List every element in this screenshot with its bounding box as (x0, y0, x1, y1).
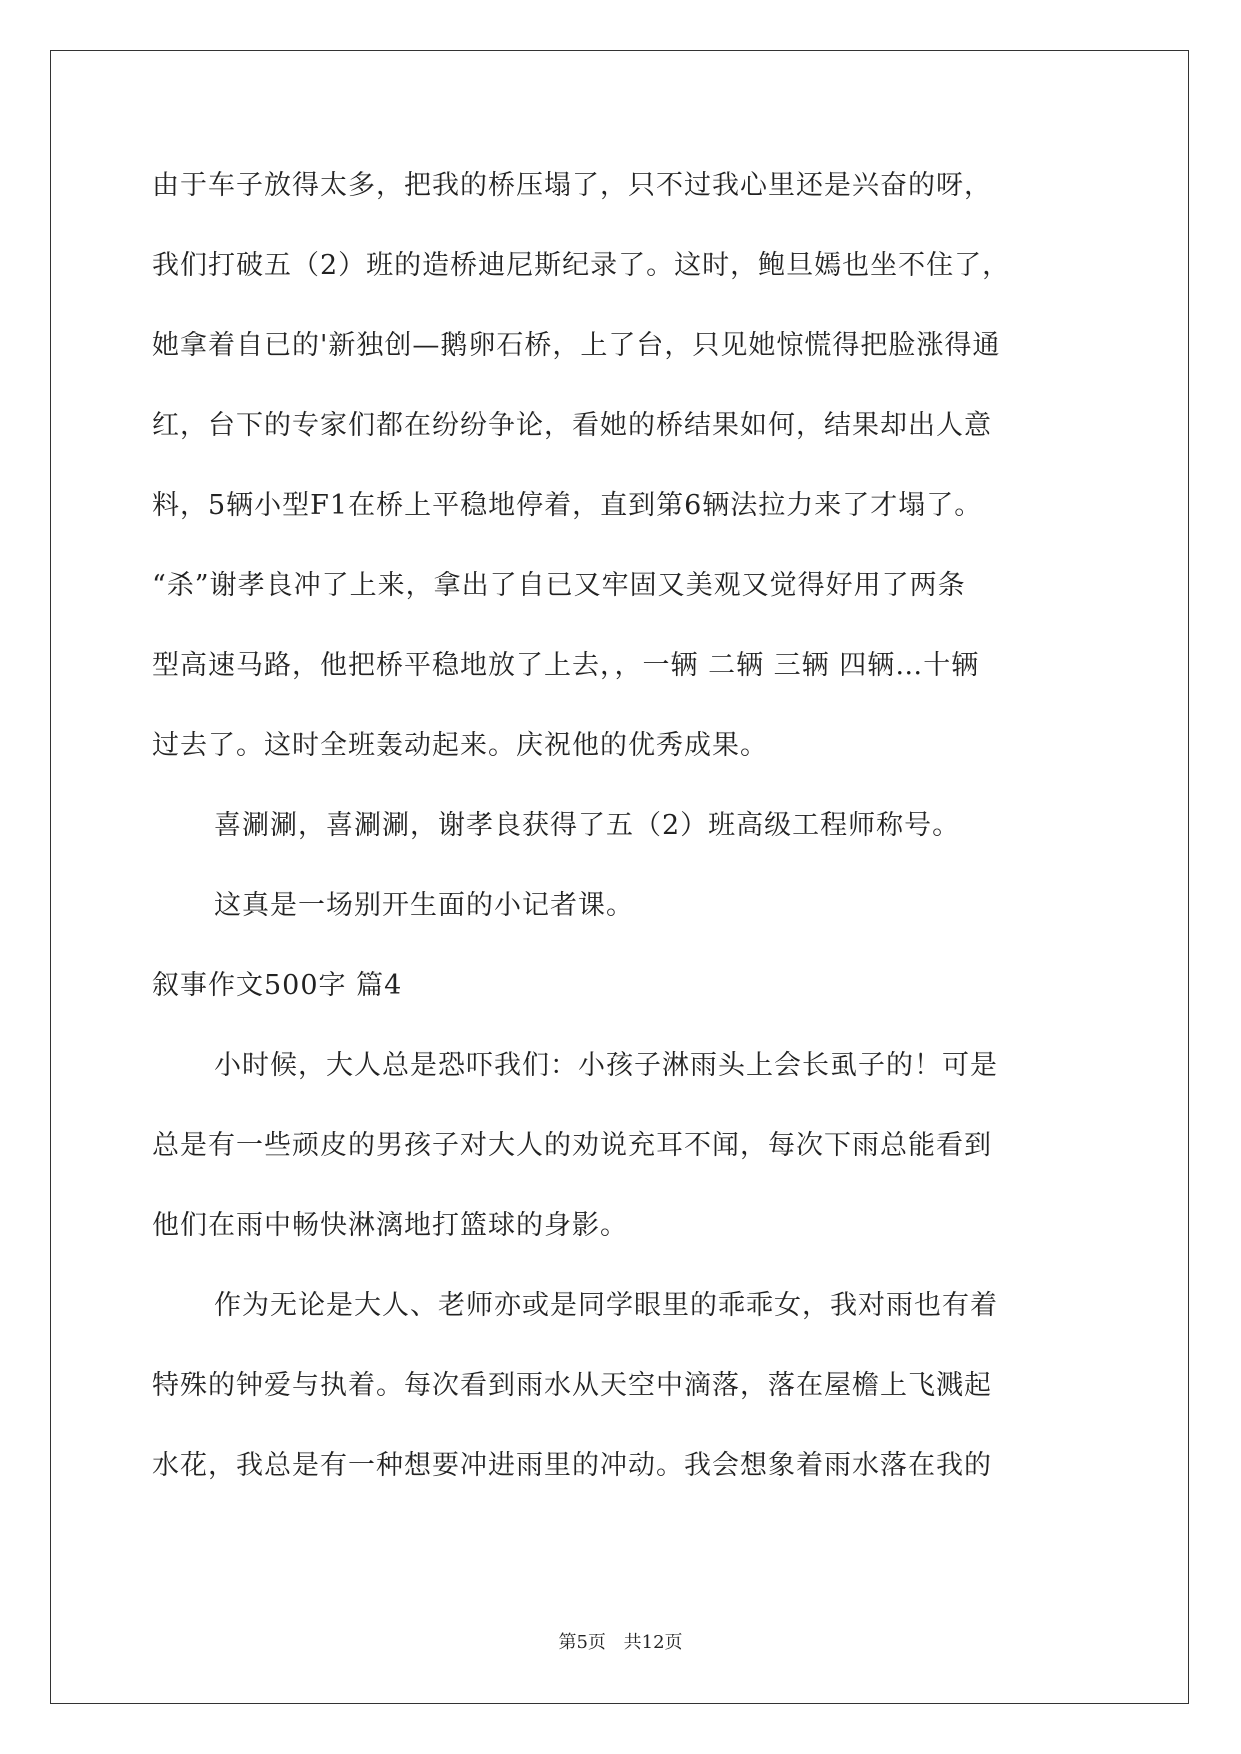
text-line: 喜涮涮，喜涮涮，谢孝良获得了五（2）班高级工程师称号。 (214, 810, 961, 841)
page-total: 共12页 (623, 1632, 683, 1653)
text-line: 他们在雨中畅快淋漓地打篮球的身影。 (152, 1210, 628, 1241)
text-line: 过去了。这时全班轰动起来。庆祝他的优秀成果。 (152, 730, 768, 761)
text-line: 特殊的钟爱与执着。每次看到雨水从天空中滴落，落在屋檐上飞溅起 (152, 1370, 992, 1401)
page-footer (0, 1632, 1241, 1654)
text-line: 料，5辆小型F1在桥上平稳地停着，直到第6辆法拉力来了才塌了。 (152, 490, 983, 521)
page-number: 第5页 (558, 1632, 606, 1653)
text-line: 我们打破五（2）班的造桥迪尼斯纪录了。这时，鲍旦嫣也坐不住了， (152, 250, 1011, 281)
text-line: “杀”谢孝良冲了上来，拿出了自已又牢固又美观又觉得好用了两条 (152, 570, 966, 601)
text-line: 水花，我总是有一种想要冲进雨里的冲动。我会想象着雨水落在我的 (152, 1450, 992, 1481)
text-line: 型高速马路，他把桥平稳地放了上去，，一辆 二辆 三辆 四辆…十辆 (152, 650, 980, 681)
section-heading: 叙事作文500字 篇4 (152, 970, 403, 1001)
text-line: 她拿着自已的'新独创—鹅卵石桥，上了台，只见她惊慌得把脸涨得通 (152, 330, 1001, 361)
text-line: 由于车子放得太多，把我的桥压塌了，只不过我心里还是兴奋的呀， (152, 170, 992, 201)
text-line: 这真是一场别开生面的小记者课。 (214, 890, 634, 921)
text-line: 总是有一些顽皮的男孩子对大人的劝说充耳不闻，每次下雨总能看到 (152, 1130, 992, 1161)
text-line: 作为无论是大人、老师亦或是同学眼里的乖乖女，我对雨也有着 (214, 1290, 998, 1321)
text-line: 小时候，大人总是恐吓我们：小孩子淋雨头上会长虱子的！可是 (214, 1050, 998, 1081)
text-line: 红，台下的专家们都在纷纷争论，看她的桥结果如何，结果却出人意 (152, 410, 992, 441)
